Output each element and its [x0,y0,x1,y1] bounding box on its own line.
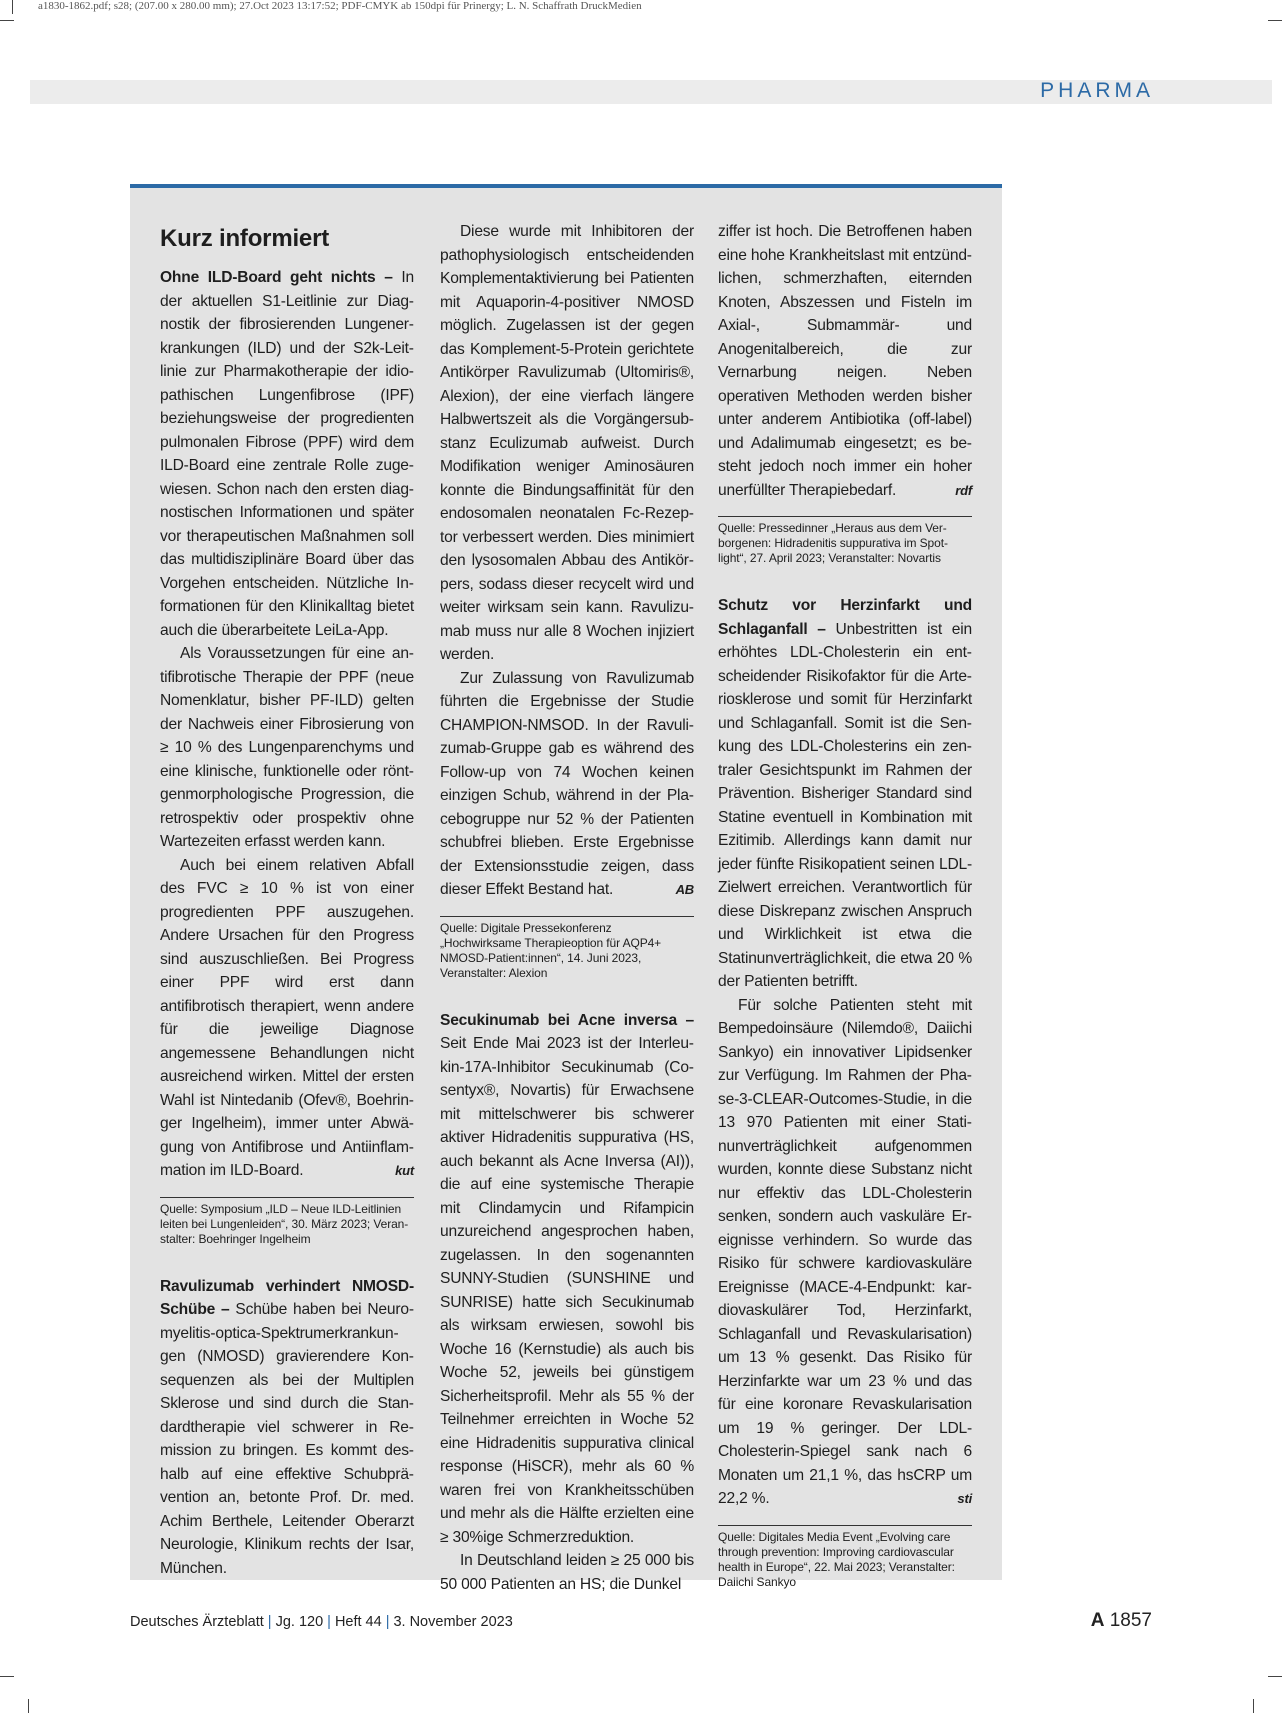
article-paragraph: Als Voraussetzungen für eine antifibrotische Therapie der PPF (neue Nomenklatur, bisher PF-ILD) gelten der Nachweis einer Fibrosierung von ≥ 10 % des Lungenparenchyms und eine klinische, funktionelle oder röntgenmorphologische Progression, die retrospektiv oder prospektiv ohne Wartezeiten erfasst werden kann. [160,645,414,850]
crop-mark [1253,1699,1254,1713]
article-paragraph [160,854,414,1183]
box-title: Kurz informiert [160,225,330,252]
journal-name: Deutsches Ärzteblatt [130,1614,264,1630]
article-paragraph [718,220,972,502]
author-initials: kut [395,1163,414,1178]
article-paragraph [160,266,414,642]
column-1 [160,220,414,1580]
paragraph-text: Seit Ende Mai 2023 ist der Interleukin-17A-Inhibitor Secukinumab (Cosentyx®, Novartis) für Erwachsene mit mittelschwerer bis schwerer aktiver Hidradenitis suppurativa (HS, auch bekannt als Acne Inversa (AI)), die auf eine systemische Therapie mit Clindamycin und Rifampicin unzureichend angesprochen haben, zugelassen. In den sogenannten SUNNY-Studien (SUNSHINE und SUNRISE) hatte sich Secukinumab als wirksam erwiesen, sowohl bis Woche 16 (Kernstudie) als auch bis Woche 52, jeweils bei günstigem Sicherheitsprofil. Mehr als 55 % der Teilnehmer erreichten in Woche 52 eine Hidradenitis suppurativa clinical response (HiSCR), mehr als 60 % waren frei von Krankheitsschüben und mehr als die Hälfte erzielten eine ≥ 30%ige Schmerzreduktion. [440,1035,694,1546]
source-note: Quelle: Digitale Pressekonferenz „Hochwirksame Therapieoption für AQP4+ NMOSD-Patient:innen“, 14. Juni 2023, Veranstalter: Alexion [440,916,694,981]
article-paragraph [160,1275,414,1581]
article-paragraph [718,594,972,994]
journal-volume: Jg. 120 [275,1614,324,1630]
paragraph-text: Für solche Patienten steht mit Bempedoinsäure (Nilemdo®, Daiichi Sankyo) ein innovativer Lipidsenker zur Verfügung. Im Rahmen der Phase-3-CLEAR-Outcomes-Studie, in die 13 970 Patienten mit einer Statinunverträglichkeit aufgenommen wurden, konnte diese Substanz nicht nur effektiv das LDL-Cholesterin senken, sondern auch vaskuläre Ereignisse verhindern. So wurde das Risiko für schwere kardiovaskuläre Ereignisse (MACE-4-Endpunkt: kardiovaskulärer Tod, Herzinfarkt, Schlaganfall und Revaskularisation) um 13 % gesenkt. Das Risiko für Herzinfarkte war um 23 % und das für eine koronare Revaskularisation um 19 % geringer. Der LDL-Cholesterin-Spiegel sank nach 6 Monaten um 21,1 %, das hsCRP um 22,2 %. [718,996,972,1507]
page-number-value: 1857 [1109,1610,1152,1631]
crop-mark [1268,20,1282,21]
column-3 [718,220,972,1590]
article-paragraph [718,994,972,1511]
source-note: Quelle: Symposium „ILD – Neue ILD-Leitlinien leiten bei Lungenleiden“, 30. März 2023; Veranstalter: Boehringer Ingelheim [160,1197,414,1247]
paragraph-text: ziffer ist hoch. Die Betroffenen haben eine hohe Krankheitslast mit entzündlichen, schmerzhaften, eiternden Knoten, Abszessen und Fisteln im Axial-, Submammär- und Anogenitalbereich, die zur Vernarbung neigen. Neben operativen Methoden werden bisher unter anderem Antibiotika (off-label) und Adalimumab eingesetzt; es besteht jedoch noch immer ein hoher unerfüllter Therapiebedarf. [718,223,972,499]
column-2 [440,220,694,1596]
crop-mark [0,1676,14,1677]
author-initials: rdf [955,482,972,498]
article-paragraph: In Deutschland leiden ≥ 25 000 bis 50 000 Patienten an HS; die Dunkel [440,1552,694,1593]
paragraph-text: In der aktuellen S1-Leitlinie zur Diagnostik der fibrosierenden Lungenerkrankungen (ILD) und der S2k-Leitlinie zur Pharmakotherapie der idiopathischen Lungenfibrose (IPF) beziehungsweise der progredienten pulmonalen Fibrose (PPF) wird dem ILD-Board eine zentrale Rolle zugewiesen. Schon nach den ersten diagnostischen Informationen und später vor therapeutischen Maßnahmen soll das multidisziplinäre Board über das Vorgehen entscheiden. Nützliche Informationen für den Klinikalltag bietet auch die überarbeitete LeiLa-App. [160,269,414,639]
section-label: PHARMA [1040,79,1154,102]
page-prefix: A [1090,1610,1105,1631]
crop-mark [28,1699,29,1713]
crop-mark [0,20,14,21]
article-paragraph: Diese wurde mit Inhibitoren der pathophysiologisch entscheidenden Komplementaktivierung bei Patienten mit Aquaporin-4-positiver NMOSD möglich. Zugelassen ist der gegen das Komplement-5-Protein gerichtete Antikörper Ravulizumab (Ultomiris®, Alexion), der eine vierfach längere Halbwertszeit als die Vorgängersubstanz Eculizumab aufweist. Durch Modifikation weniger Aminosäuren konnte die Bindungsaffinität für den endosomalen neonatalen Fc-Rezeptor verbessert werden. Dies minimiert den lysosomalen Abbau des Antikörpers, sodass dieser recycelt wird und weiter wirksam sein kann. Ravulizumab muss nur alle 8 Wochen injiziert werden. [440,223,694,663]
source-note: Quelle: Pressedinner „Heraus aus dem Verborgenen: Hidradenitis suppurativa im Spotlight“, 27. April 2023; Veranstalter: Novartis [718,516,972,566]
source-note: Quelle: Digitales Media Event „Evolving care through prevention: Improving cardiovascular health in Europe“, 22. Mai 2023; Veranstalter: Daiichi Sankyo [718,1525,972,1590]
page-number [1091,1610,1152,1632]
article-lead: Schutz vor Herzinfarkt und Schlaganfall – [718,597,972,638]
footer-citation: Deutsches Ärzteblatt | Jg. 120 | Heft 44 | 3. November 2023 [130,1614,513,1630]
article-paragraph [440,667,694,902]
author-initials: sti [957,1491,972,1506]
paragraph-text: Schübe haben bei Neuromyelitis-optica-Spektrumerkrankungen (NMOSD) gravierendere Konsequenzen als bei der Multiplen Sklerose und sind durch die Standardtherapie viel schwerer in Remission zu bringen. Es kommt deshalb auf eine effektive Schubprävention an, betonte Prof. Dr. med. Achim Berthele, Leitender Oberarzt Neurologie, Klinikum rechts der Isar, München. [160,1301,415,1577]
author-initials: AB [675,882,694,897]
paragraph-text: Unbestritten ist ein erhöhtes LDL-Cholesterin ein entscheidender Risikofaktor für die Arteriosklerose und somit für Herzinfarkt und Schlaganfall. Somit ist die Senkung des LDL-Cholesterins ein zentraler Gesichtspunkt im Rahmen der Prävention. Bisheriger Standard sind Statine eventuell in Kombination mit Ezitimib. Allerdings kann damit nur jeder fünfte Risikopatient seinen LDL-Zielwert erreichen. Verantwortlich für diese Diskrepanz zwischen Anspruch und Wirklichkeit ist etwa die Statinunverträglichkeit, die etwa 20 % der Patienten betrifft. [718,620,973,990]
article-lead: Ohne ILD-Board geht nichts – [160,269,393,286]
print-slug: a1830-1862.pdf; s28; (207.00 x 280.00 mm); 27.Oct 2023 13:17:52; PDF-CMYK ab 150dpi für Prinergy; L. N. Schaffrath DruckMedien [38,0,642,12]
article-paragraph [440,1009,694,1550]
article-lead: Ravulizumab verhindert NMOSD-Schübe – [160,1277,414,1318]
journal-issue: Heft 44 [334,1614,382,1630]
crop-mark [1268,1676,1282,1677]
paragraph-text: Zur Zulassung von Ravulizumab führten die Ergebnisse der Studie CHAMPION-NMSOD. In der Ravulizumab-Gruppe gab es während des Follow-up von 74 Wochen keinen einzigen Schub, während in der Placebogruppe nur 52 % der Patienten schubfrei blieben. Erste Ergebnisse der Extensionsstudie zeigen, dass dieser Effekt Bestand hat. [440,669,694,898]
article-lead: Secukinumab bei Acne inversa – [440,1011,694,1029]
crop-mark [12,0,13,14]
journal-date: 3. November 2023 [393,1614,513,1630]
paragraph-text: Auch bei einem relativen Abfall des FVC ≥ 10 % ist von einer progredienten PPF auszugehen. Andere Ursachen für den Progress sind auszuschließen. Bei Progress einer PPF wird erst dann antifibrotisch therapiert, wenn andere für die jeweilige Diagnose angemessene Behandlungen nicht ausreichend wirken. Mittel der ersten Wahl ist Nintedanib (Ofev®, Boehringer Ingelheim), immer unter Abwägung von Antifibrose und Antiinflammation im ILD-Board. [160,856,414,1179]
